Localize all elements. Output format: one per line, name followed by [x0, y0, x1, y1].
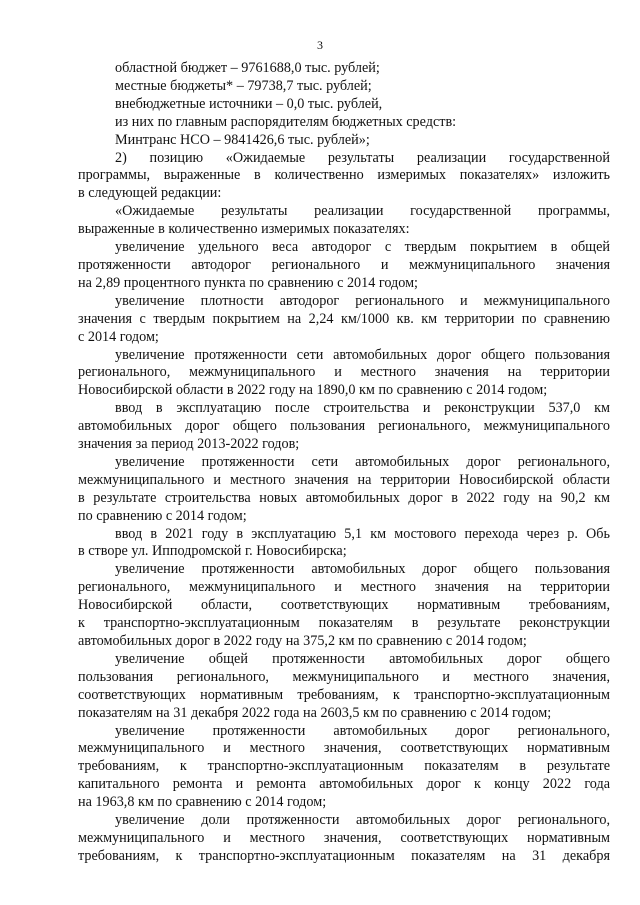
- paragraph-line: капитального ремонта и ремонта автомобильных дорог к концу 2022 года: [78, 776, 610, 793]
- paragraph-line: увеличение протяженности сети автомобильных дорог общего пользования: [115, 346, 610, 363]
- budget-line: Минтранс НСО – 9841426,6 тыс. рублей»;: [115, 131, 370, 148]
- paragraph-line: увеличение плотности автодорог регионального и межмуниципального: [115, 292, 610, 309]
- paragraph-line: показателям на 31 декабря 2022 года на 2603,5 км по сравнению с 2014 годом;: [78, 704, 552, 721]
- paragraph: [78, 293, 610, 347]
- paragraph-line: увеличение доли протяженности автомобильных дорог регионального,: [115, 812, 610, 829]
- budget-lines: [78, 60, 610, 150]
- budget-line: внебюджетные источники – 0,0 тыс. рублей,: [115, 95, 383, 112]
- paragraph-line: в створе ул. Ипподромской г. Новосибирска;: [78, 543, 347, 560]
- paragraph-line: на 2,89 процентного пункта по сравнению с 2014 годом;: [78, 274, 418, 291]
- paragraph-line: увеличение протяженности автомобильных дорог регионального,: [115, 722, 610, 739]
- paragraph-line: увеличение протяженности автомобильных дорог общего пользования: [115, 561, 610, 578]
- paragraph: [78, 150, 610, 204]
- paragraph-line: 2) позицию «Ожидаемые результаты реализации государственной: [115, 149, 610, 166]
- paragraph-line: регионального, межмуниципального и местного значения на территории: [78, 364, 610, 381]
- paragraph: [78, 203, 610, 239]
- paragraph: [78, 526, 610, 562]
- paragraph: [78, 723, 610, 813]
- paragraph-line: значения за период 2013-2022 годов;: [78, 436, 300, 453]
- paragraph-line: в результате строительства новых автомобильных дорог в 2022 году на 90,2 км: [78, 489, 610, 506]
- paragraph-line: с 2014 годом;: [78, 328, 159, 345]
- paragraph-line: межмуниципального и местного значения, соответствующих нормативным: [78, 829, 610, 846]
- paragraph-line: ввод в 2021 году в эксплуатацию 5,1 км мостового перехода через р. Обь: [115, 525, 610, 542]
- paragraph-line: межмуниципального и местного значения на территории Новосибирской области: [78, 471, 610, 488]
- paragraph-line: выраженные в количественно измеримых показателях:: [78, 221, 410, 238]
- budget-line: местные бюджеты* – 79738,7 тыс. рублей;: [115, 77, 372, 94]
- paragraph-line: значения с твердым покрытием на 2,24 км/1000 кв. км территории по сравнению: [78, 310, 610, 327]
- paragraph-line: увеличение протяженности сети автомобильных дорог регионального,: [115, 453, 610, 470]
- paragraph-line: увеличение удельного веса автодорог с твердым покрытием в общей: [115, 239, 610, 256]
- paragraph-line: автомобильных дорог общего пользования регионального, межмуниципального: [78, 418, 610, 435]
- paragraph-line: Новосибирской области в 2022 году на 1890,0 км по сравнению с 2014 годом;: [78, 382, 548, 399]
- page-number: 3: [317, 38, 323, 52]
- paragraph-list: [78, 150, 610, 866]
- paragraph: [78, 454, 610, 526]
- paragraph: [78, 651, 610, 723]
- paragraph-line: к транспортно-эксплуатационным показателям в результате реконструкции: [78, 615, 610, 632]
- budget-line: областной бюджет – 9761688,0 тыс. рублей;: [115, 60, 380, 76]
- paragraph-line: требованиям, к транспортно-эксплуатационным показателям на 31 декабря: [78, 847, 610, 864]
- paragraph-line: требованиям, к транспортно-эксплуатационным показателям в результате: [78, 758, 610, 775]
- paragraph-line: увеличение общей протяженности автомобильных дорог общего: [115, 650, 610, 667]
- paragraph-line: программы, выраженные в количественно измеримых показателях» изложить: [78, 167, 610, 184]
- paragraph: [78, 812, 610, 866]
- paragraph: [78, 239, 610, 293]
- paragraph: [78, 347, 610, 401]
- paragraph-line: регионального, межмуниципального и местного значения на территории: [78, 579, 610, 596]
- paragraph-line: на 1963,8 км по сравнению с 2014 годом;: [78, 794, 327, 811]
- paragraph-line: соответствующих нормативным требованиям, к транспортно-эксплуатационным: [78, 686, 610, 703]
- paragraph-line: межмуниципального и местного значения, соответствующих нормативным: [78, 740, 610, 757]
- budget-line: из них по главным распорядителям бюджетных средств:: [115, 113, 457, 130]
- paragraph: [78, 561, 610, 651]
- paragraph-line: автомобильных дорог в 2022 году на 375,2 км по сравнению с 2014 годом;: [78, 633, 527, 649]
- document-body: [78, 60, 610, 866]
- paragraph-line: по сравнению с 2014 годом;: [78, 507, 247, 524]
- paragraph-line: пользования регионального, межмуниципального и местного значения,: [78, 668, 610, 685]
- paragraph-line: протяженности автодорог регионального и межмуниципального значения: [78, 256, 610, 273]
- paragraph-line: «Ожидаемые результаты реализации государственной программы,: [115, 203, 610, 220]
- paragraph-line: ввод в эксплуатацию после строительства и реконструкции 537,0 км: [115, 400, 610, 417]
- paragraph: [78, 400, 610, 454]
- paragraph-line: Новосибирской области, соответствующих нормативным требованиям,: [78, 597, 610, 614]
- paragraph-line: в следующей редакции:: [78, 185, 222, 202]
